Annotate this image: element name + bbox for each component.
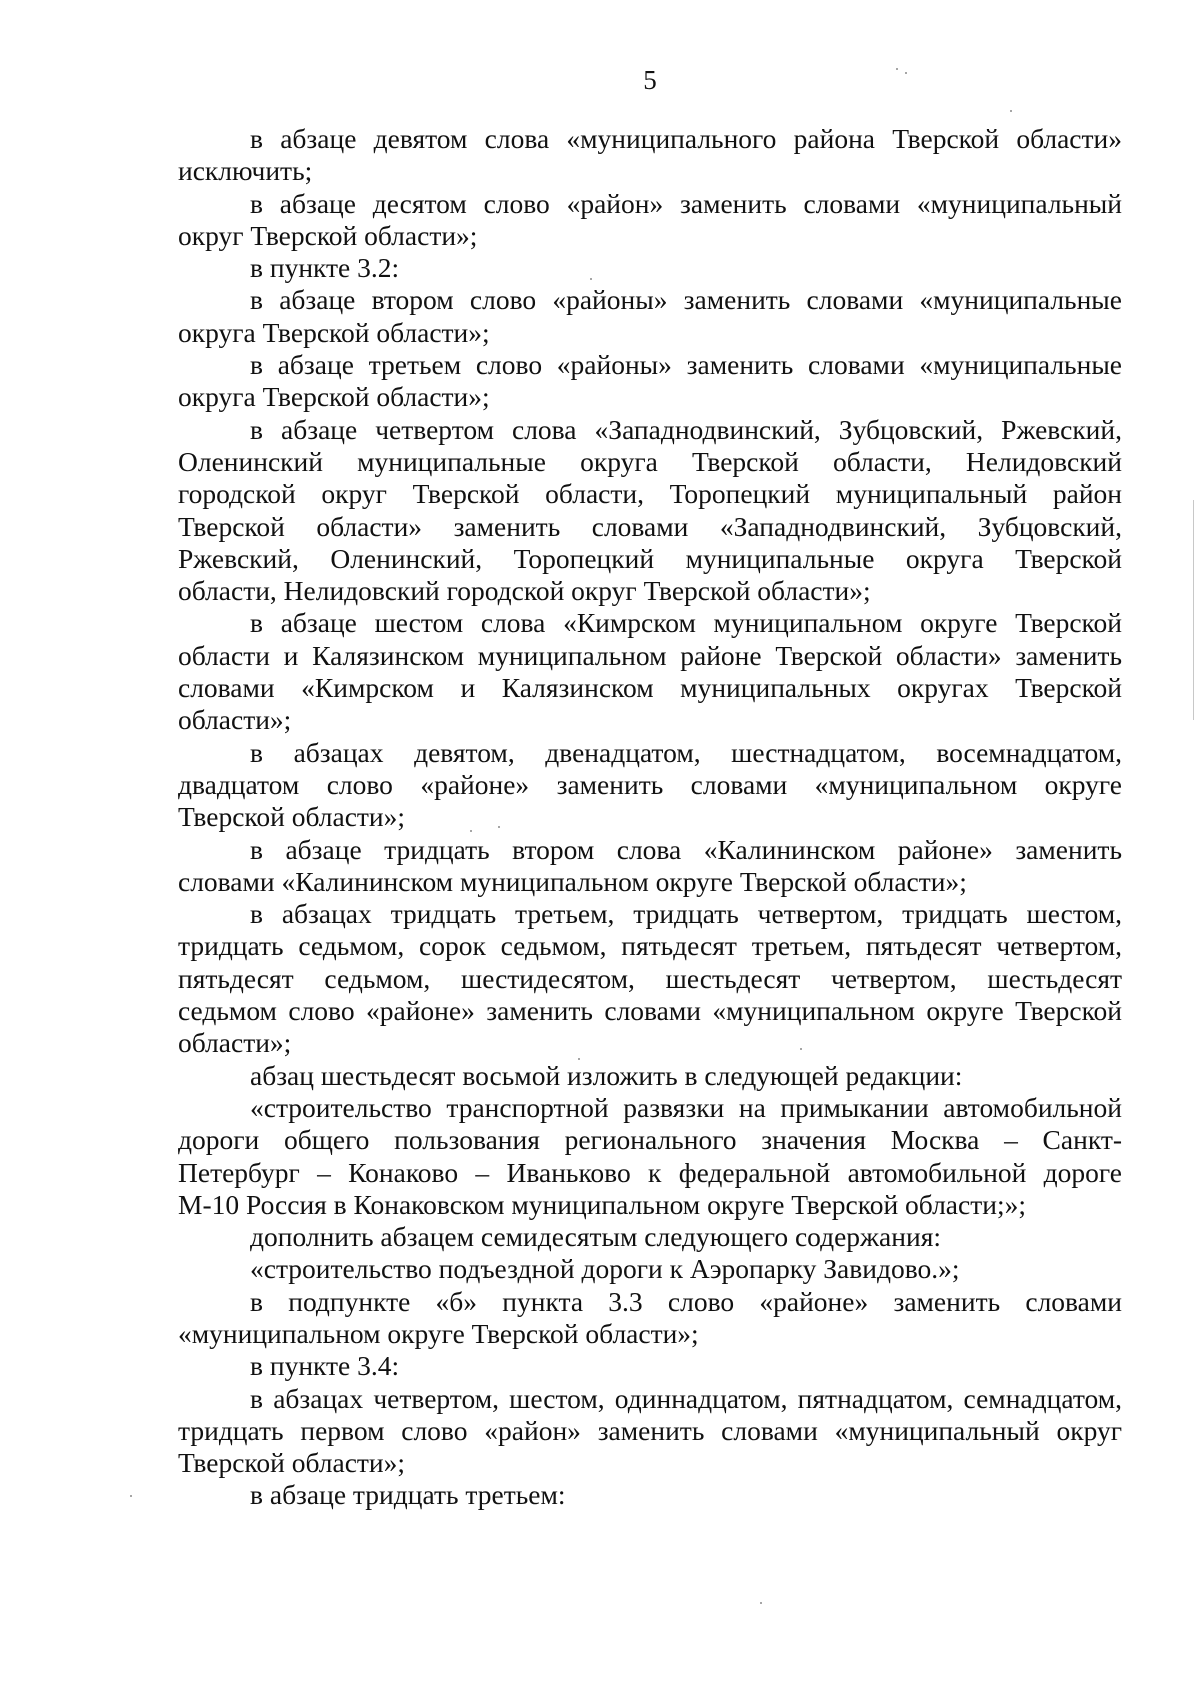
paragraph-line: Тверской области» заменить словами «Западнодвинский, Зубцовский, xyxy=(178,510,1122,542)
paragraph xyxy=(178,1479,1122,1511)
paragraph xyxy=(178,898,1122,1059)
paragraph-line: округа Тверской области»; xyxy=(178,316,490,348)
paragraph-line: области и Калязинском муниципальном районе Тверской области» заменить xyxy=(178,639,1122,671)
page-number: 5 xyxy=(643,65,657,95)
paragraph xyxy=(178,123,1122,188)
paragraph-line: области, Нелидовский городской округ Тверской области»; xyxy=(178,575,871,607)
paragraph xyxy=(178,834,1122,899)
paragraph-line: в абзацах тридцать третьем, тридцать четвертом, тридцать шестом, xyxy=(250,898,1122,930)
scan-speck xyxy=(1010,110,1012,112)
paragraph-line: в абзаце шестом слова «Кимрском муниципальном округе Тверской xyxy=(250,607,1122,639)
paragraph-line: городской округ Тверской области, Торопецкий муниципальный район xyxy=(178,478,1122,510)
paragraph-line: в подпункте «б» пункта 3.3 слово «районе» заменить словами xyxy=(250,1285,1122,1317)
scan-speck xyxy=(905,72,907,74)
paragraph xyxy=(178,737,1122,834)
paragraph-line: Ржевский, Оленинский, Торопецкий муниципальные округа Тверской xyxy=(178,542,1122,574)
paragraph-line: тридцать первом слово «район» заменить словами «муниципальный округ xyxy=(178,1414,1122,1446)
paragraph-line: исключить; xyxy=(178,155,313,187)
paragraph xyxy=(178,1221,1122,1253)
paragraph xyxy=(178,1060,1122,1092)
paragraph-line: словами «Калининском муниципальном округе Тверской области»; xyxy=(178,865,967,897)
paragraph-line: пятьдесят седьмом, шестидесятом, шестьдесят четвертом, шестьдесят xyxy=(178,962,1122,994)
paragraph xyxy=(178,349,1122,414)
paragraph-line: «строительство подъездной дороги к Аэропарку Завидово.»; xyxy=(250,1253,960,1285)
paragraph-line: в абзаце третьем слово «районы» заменить словами «муниципальные xyxy=(250,349,1122,381)
paragraph-line: области»; xyxy=(178,704,292,736)
scan-speck xyxy=(896,68,898,70)
paragraph-line: округа Тверской области»; xyxy=(178,381,490,413)
paragraph-line: в абзаце десятом слово «район» заменить словами «муниципальный xyxy=(250,187,1122,219)
paragraph-line: Тверской области»; xyxy=(178,801,406,833)
scan-speck xyxy=(578,1058,580,1060)
paragraph-line: дополнить абзацем семидесятым следующего содержания: xyxy=(250,1221,941,1253)
paragraph-line: «муниципальном округе Тверской области»; xyxy=(178,1317,699,1349)
paragraph-line: в абзацах девятом, двенадцатом, шестнадцатом, восемнадцатом, xyxy=(250,736,1122,768)
paragraph xyxy=(178,1286,1122,1351)
paragraph-line: в пункте 3.4: xyxy=(250,1350,400,1382)
paragraph-line: абзац шестьдесят восьмой изложить в следующей редакции: xyxy=(250,1059,963,1091)
paragraph-line: округ Тверской области»; xyxy=(178,219,478,251)
paragraph-line: в абзаце девятом слова «муниципального района Тверской области» xyxy=(250,123,1122,154)
paragraph xyxy=(178,1383,1122,1480)
paragraph-line: Оленинский муниципальные округа Тверской области, Нелидовский xyxy=(178,445,1122,477)
scan-speck xyxy=(590,278,592,280)
paragraph xyxy=(178,414,1122,608)
paragraph xyxy=(178,284,1122,349)
paragraph xyxy=(178,607,1122,736)
paragraph-line: Тверской области»; xyxy=(178,1447,406,1479)
scan-speck xyxy=(800,1048,802,1050)
paragraph xyxy=(178,252,1122,284)
paragraph-line: в абзаце четвертом слова «Западнодвинский, Зубцовский, Ржевский, xyxy=(250,413,1122,445)
paragraph xyxy=(178,1092,1122,1221)
paragraph-line: «строительство транспортной развязки на примыкании автомобильной xyxy=(250,1091,1122,1123)
paragraph-line: двадцатом слово «районе» заменить словами «муниципальном округе xyxy=(178,768,1122,800)
paragraph xyxy=(178,188,1122,253)
paragraph xyxy=(178,1350,1122,1382)
paragraph-line: М-10 Россия в Конаковском муниципальном округе Тверской области;»; xyxy=(178,1188,1026,1220)
paragraph-line: седьмом слово «районе» заменить словами «муниципальном округе Тверской xyxy=(178,995,1122,1027)
scan-speck xyxy=(760,1602,762,1604)
paragraph-line: в абзаце тридцать втором слова «Калининском районе» заменить xyxy=(250,833,1122,865)
paragraph-line: в пункте 3.2: xyxy=(250,252,400,284)
paragraph-line: дороги общего пользования регионального значения Москва – Санкт- xyxy=(178,1124,1122,1156)
paragraph-line: в абзаце тридцать третьем: xyxy=(250,1479,566,1511)
paragraph-line: области»; xyxy=(178,1027,292,1059)
paragraph-line: словами «Кимрском и Калязинском муниципальных округах Тверской xyxy=(178,672,1122,704)
scan-edge-line xyxy=(1193,500,1194,720)
paragraph-line: в абзацах четвертом, шестом, одиннадцатом, пятнадцатом, семнадцатом, xyxy=(250,1382,1122,1414)
paragraph-line: тридцать седьмом, сорок седьмом, пятьдесят третьем, пятьдесят четвертом, xyxy=(178,930,1122,962)
scan-speck xyxy=(470,830,472,832)
scan-speck xyxy=(498,826,500,828)
paragraph xyxy=(178,1253,1122,1285)
paragraph-line: Петербург – Конаково – Иваньково к федеральной автомобильной дороге xyxy=(178,1156,1122,1188)
paragraph-line: в абзаце втором слово «районы» заменить словами «муниципальные xyxy=(250,284,1122,316)
document-body xyxy=(178,123,1122,1512)
scan-speck xyxy=(130,1495,132,1497)
